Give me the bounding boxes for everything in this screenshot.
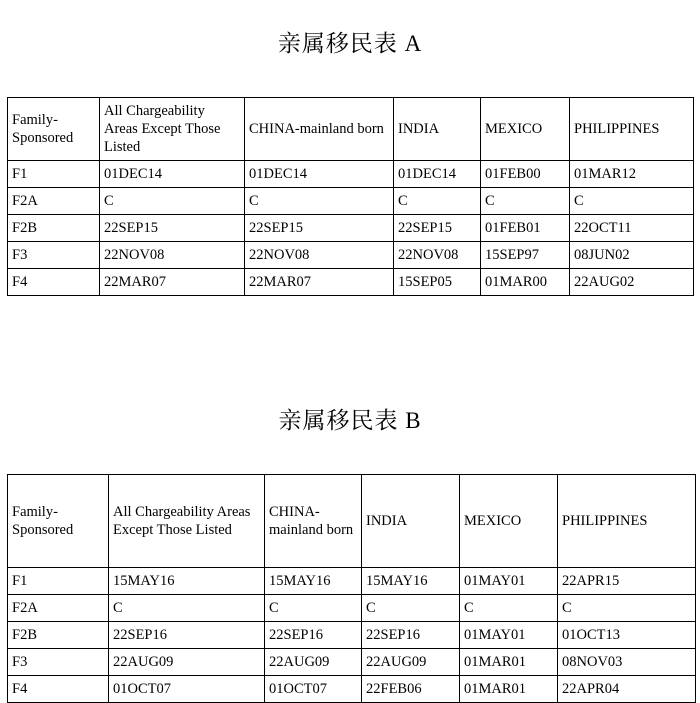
table-row: [8, 242, 694, 269]
date-cell: 01FEB01: [481, 215, 570, 242]
date-cell: 22MAR07: [245, 269, 394, 296]
date-cell: 22NOV08: [394, 242, 481, 269]
date-cell: 22FEB06: [362, 676, 460, 703]
column-header: MEXICO: [481, 98, 570, 161]
date-cell: 22APR15: [558, 568, 696, 595]
column-header: INDIA: [394, 98, 481, 161]
date-cell: C: [558, 595, 696, 622]
date-cell: 15SEP97: [481, 242, 570, 269]
category-cell: F3: [8, 242, 100, 269]
category-cell: F1: [8, 161, 100, 188]
category-cell: F2A: [8, 188, 100, 215]
category-cell: F4: [8, 676, 109, 703]
date-cell: 01DEC14: [100, 161, 245, 188]
table-row: [8, 188, 694, 215]
table-row: [8, 215, 694, 242]
date-cell: 15SEP05: [394, 269, 481, 296]
column-header: PHILIPPINES: [570, 98, 694, 161]
date-cell: 01MAR00: [481, 269, 570, 296]
date-cell: 08JUN02: [570, 242, 694, 269]
date-cell: C: [362, 595, 460, 622]
date-cell: 22SEP16: [265, 622, 362, 649]
date-cell: 01MAR01: [460, 676, 558, 703]
column-header: MEXICO: [460, 475, 558, 568]
date-cell: 22AUG02: [570, 269, 694, 296]
date-cell: 01FEB00: [481, 161, 570, 188]
column-header: PHILIPPINES: [558, 475, 696, 568]
date-cell: 01MAR01: [460, 649, 558, 676]
date-cell: C: [109, 595, 265, 622]
date-cell: 01MAY01: [460, 568, 558, 595]
table-row: [8, 622, 696, 649]
date-cell: 01OCT07: [109, 676, 265, 703]
date-cell: 22SEP15: [394, 215, 481, 242]
date-cell: C: [245, 188, 394, 215]
table-row: [8, 595, 696, 622]
column-header: CHINA-mainland born: [265, 475, 362, 568]
category-cell: F2B: [8, 215, 100, 242]
category-cell: F1: [8, 568, 109, 595]
visa-bulletin-table-a: [7, 97, 694, 296]
column-header: INDIA: [362, 475, 460, 568]
date-cell: 01DEC14: [394, 161, 481, 188]
column-header: Family- Sponsored: [8, 475, 109, 568]
date-cell: 01MAY01: [460, 622, 558, 649]
table-row: [8, 568, 696, 595]
date-cell: C: [460, 595, 558, 622]
category-cell: F4: [8, 269, 100, 296]
date-cell: C: [265, 595, 362, 622]
date-cell: 01OCT07: [265, 676, 362, 703]
header-row: [8, 98, 694, 161]
column-header: CHINA-mainland born: [245, 98, 394, 161]
column-header: All Chargeability Areas Except Those Listed: [109, 475, 265, 568]
date-cell: 01OCT13: [558, 622, 696, 649]
table-row: [8, 676, 696, 703]
date-cell: 22MAR07: [100, 269, 245, 296]
table-b-title: 亲属移民表 B: [278, 408, 422, 433]
column-header: Family- Sponsored: [8, 98, 100, 161]
category-cell: F2B: [8, 622, 109, 649]
header-row: [8, 475, 696, 568]
column-header: All Chargeability Areas Except Those Listed: [100, 98, 245, 161]
date-cell: 22SEP15: [100, 215, 245, 242]
table-a-title: 亲属移民表 A: [277, 31, 423, 56]
visa-bulletin-table-b: [7, 474, 696, 703]
date-cell: 22APR04: [558, 676, 696, 703]
date-cell: 22SEP15: [245, 215, 394, 242]
date-cell: 15MAY16: [265, 568, 362, 595]
date-cell: 22AUG09: [265, 649, 362, 676]
date-cell: C: [394, 188, 481, 215]
date-cell: 15MAY16: [109, 568, 265, 595]
date-cell: C: [100, 188, 245, 215]
date-cell: 22OCT11: [570, 215, 694, 242]
date-cell: 22NOV08: [245, 242, 394, 269]
date-cell: C: [570, 188, 694, 215]
date-cell: 22AUG09: [362, 649, 460, 676]
date-cell: 22SEP16: [362, 622, 460, 649]
table-row: [8, 649, 696, 676]
date-cell: 22AUG09: [109, 649, 265, 676]
date-cell: 22NOV08: [100, 242, 245, 269]
table-row: [8, 161, 694, 188]
date-cell: 01MAR12: [570, 161, 694, 188]
date-cell: 22SEP16: [109, 622, 265, 649]
category-cell: F2A: [8, 595, 109, 622]
date-cell: 01DEC14: [245, 161, 394, 188]
date-cell: C: [481, 188, 570, 215]
category-cell: F3: [8, 649, 109, 676]
date-cell: 15MAY16: [362, 568, 460, 595]
date-cell: 08NOV03: [558, 649, 696, 676]
table-row: [8, 269, 694, 296]
